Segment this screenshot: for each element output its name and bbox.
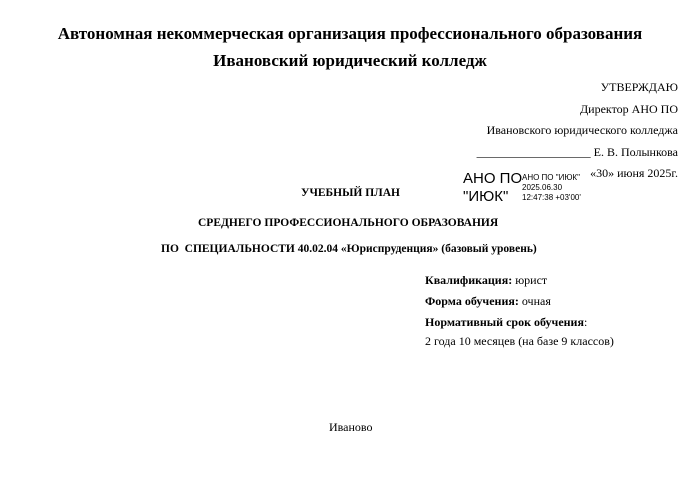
qualification-value: юрист — [512, 273, 548, 287]
stamp-org-name — [463, 170, 522, 206]
doc-subtitle: СРЕДНЕГО ПРОФЕССИОНАЛЬНОГО ОБРАЗОВАНИЯ — [198, 217, 499, 229]
study-form-label: Форма обучения: — [425, 294, 519, 308]
stamp-detail-org: АНО ПО "ИЮК" — [522, 173, 580, 182]
approval-signature-line: ___________________ Е. В. Полынкова — [476, 145, 678, 159]
city: Иваново — [329, 420, 373, 434]
stamp-details — [522, 173, 581, 203]
specialty-line: ПО СПЕЦИАЛЬНОСТИ 40.02.04 «Юриспруденция» (базовый уровень) — [161, 243, 537, 255]
stamp-org-line1: АНО ПО — [463, 170, 523, 187]
study-term-value: 2 года 10 месяцев (на базе 9 классов) — [425, 334, 614, 348]
org-name-line2: Ивановский юридический колледж — [213, 51, 487, 70]
study-term-line — [425, 315, 587, 330]
doc-title: УЧЕБНЫЙ ПЛАН — [301, 187, 400, 199]
study-form-line — [425, 294, 551, 309]
study-term-colon: : — [583, 315, 588, 329]
org-name-line1: Автономная некоммерческая организация профессионального образования — [57, 24, 643, 43]
study-term-label: Нормативный срок обучения — [425, 315, 584, 329]
approval-heading: УТВЕРЖДАЮ — [600, 80, 678, 94]
approval-organization: Ивановского юридического колледжа — [486, 123, 678, 137]
study-form-value: очная — [518, 294, 551, 308]
stamp-detail-time: 12:47:38 +03'00' — [522, 193, 581, 202]
approval-date: «30» июня 2025г. — [590, 166, 678, 180]
qualification-label: Квалификация: — [425, 273, 513, 287]
stamp-detail-date: 2025.06.30 — [522, 183, 563, 192]
qualification-line — [425, 273, 547, 288]
approval-position: Директор АНО ПО — [579, 102, 678, 116]
stamp-org-line2: "ИЮК" — [463, 188, 509, 205]
